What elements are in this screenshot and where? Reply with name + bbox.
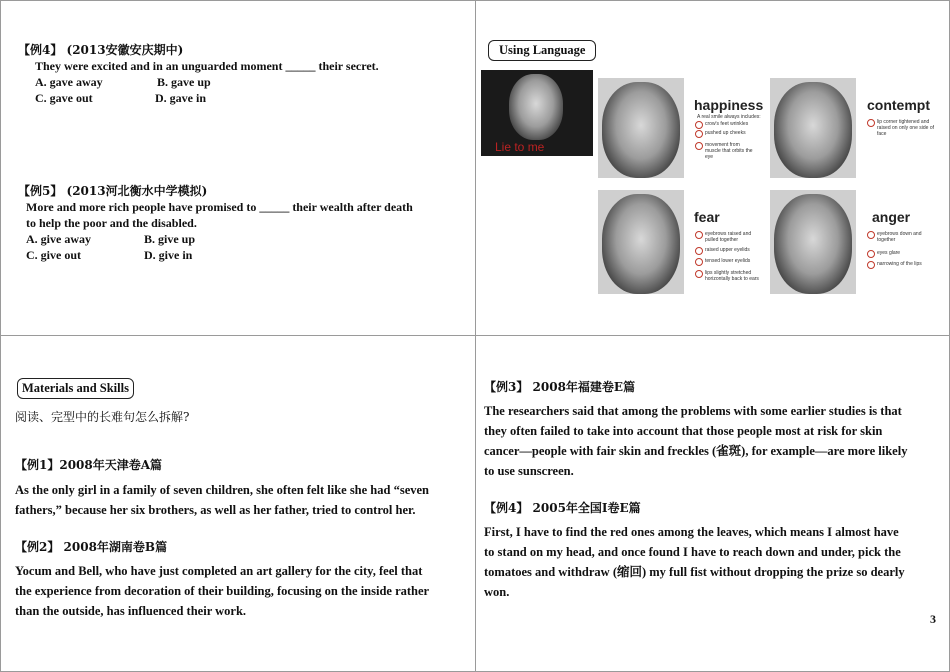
example-2-line3: than the outside, has influenced their work. — [15, 604, 247, 618]
example-1-line2: fathers,” because her six brothers, as well as her father, tried to control her. — [15, 503, 416, 517]
poster-title: Lie to me — [495, 140, 545, 154]
page-number: 3 — [930, 612, 936, 626]
example-3-line1: The researchers said that among the problems with some earlier studies is that — [484, 404, 902, 418]
option-c: C. give out — [26, 248, 81, 262]
marker-dot — [867, 119, 875, 127]
face — [602, 82, 680, 178]
marker-dot — [695, 130, 703, 138]
anger-note-1: eyes glare — [877, 250, 901, 256]
face — [774, 82, 852, 178]
vertical-divider — [475, 0, 476, 672]
example-4-heading: 【例4】 (2013安徽安庆期中) — [18, 43, 184, 57]
fear-note-1: raised upper eyelids — [705, 247, 750, 253]
happiness-photo — [598, 78, 684, 178]
option-c: C. gave out — [35, 91, 93, 105]
fear-note-3: lips slightly stretched horizontally back to ears — [705, 270, 759, 282]
marker-dot — [695, 231, 703, 239]
option-d: D. give in — [144, 248, 193, 262]
marker-dot — [695, 121, 703, 129]
anger-note-0: eyebrows down and together — [877, 231, 922, 243]
happiness-note-3: movement from muscle that orbits the eye — [705, 142, 753, 160]
marker-dot — [695, 270, 703, 278]
example-2-line2: the experience from decoration of their building, focusing on the inside rather — [15, 584, 430, 598]
example-4b-line1: First, I have to find the red ones among the leaves, which means I almost have — [484, 525, 899, 539]
option-a: A. give away — [26, 232, 91, 246]
option-d: D. gave in — [155, 91, 206, 105]
example-5-stem-line2: to help the poor and the disabled. — [26, 216, 197, 230]
happiness-note-1: crow's feet wrinkles — [705, 121, 749, 127]
example-4 — [18, 42, 458, 106]
option-a: A. gave away — [35, 75, 103, 89]
fear-note-0: eyebrows raised and pulled together — [705, 231, 752, 243]
marker-dot — [867, 250, 875, 258]
example-3-line3: cancer—people with fair skin and freckles (雀斑), for example—are more likely — [484, 444, 908, 458]
example-3-line2: they often failed to take into account that those people most at risk for skin — [484, 424, 883, 438]
fear-photo — [598, 190, 684, 294]
example-5 — [18, 183, 468, 263]
marker-dot — [867, 231, 875, 239]
materials-skills-label: Materials and Skills — [17, 378, 134, 399]
example-4b-line4: won. — [484, 585, 510, 599]
poster-face — [509, 74, 563, 140]
example-1-heading: 【例1】2008年天津卷A篇 — [15, 458, 163, 472]
contempt-label: contempt — [867, 97, 930, 113]
materials-question: 阅读、完型中的长难句怎么拆解? — [15, 410, 190, 424]
example-4b-line3: tomatoes and withdraw (缩回) my full fist without dropping the prize so dearly — [484, 565, 905, 579]
example-5-heading: 【例5】 (2013河北衡水中学模拟) — [18, 184, 208, 198]
example-1-line1: As the only girl in a family of seven children, she often felt like she had “seven — [15, 483, 430, 497]
example-4-stem: They were excited and in an unguarded moment _____ their secret. — [35, 59, 379, 73]
marker-dot — [695, 258, 703, 266]
anger-label: anger — [872, 209, 911, 225]
anger-note-2: narrowing of the lips — [877, 261, 922, 267]
example-2-line1: Yocum and Bell, who have just completed an art gallery for the city, feel that — [15, 564, 423, 578]
example-4b-line2: to stand on my head, and once found I have to reach down and under, pick the — [484, 545, 901, 559]
example-3-line4: to use sunscreen. — [484, 464, 574, 478]
happiness-note-2: pushed up cheeks — [705, 130, 746, 136]
face — [602, 194, 680, 294]
marker-dot — [867, 261, 875, 269]
example-3-heading: 【例3】 2008年福建卷E篇 — [484, 380, 636, 394]
face — [774, 194, 852, 294]
fear-label: fear — [694, 209, 720, 225]
happiness-label: happiness — [694, 97, 764, 113]
marker-dot — [695, 247, 703, 255]
example-2-heading: 【例2】 2008年湖南卷B篇 — [15, 540, 168, 554]
happiness-note-0: A real smile always includes: — [697, 114, 761, 120]
example-5-stem-line1: More and more rich people have promised to _____ their wealth after death — [26, 200, 413, 214]
lie-to-me-poster — [481, 70, 593, 156]
anger-photo — [770, 190, 856, 294]
option-b: B. give up — [144, 232, 196, 246]
option-b: B. gave up — [157, 75, 211, 89]
example-4b-heading: 【例4】 2005年全国I卷E篇 — [484, 501, 641, 515]
marker-dot — [695, 142, 703, 150]
contempt-photo — [770, 78, 856, 178]
using-language-label: Using Language — [488, 40, 596, 61]
horizontal-divider — [0, 335, 950, 336]
contempt-note-0: lip corner tightened and raised on only one side of face — [877, 119, 934, 137]
fear-note-2: tensed lower eyelids — [705, 258, 751, 264]
